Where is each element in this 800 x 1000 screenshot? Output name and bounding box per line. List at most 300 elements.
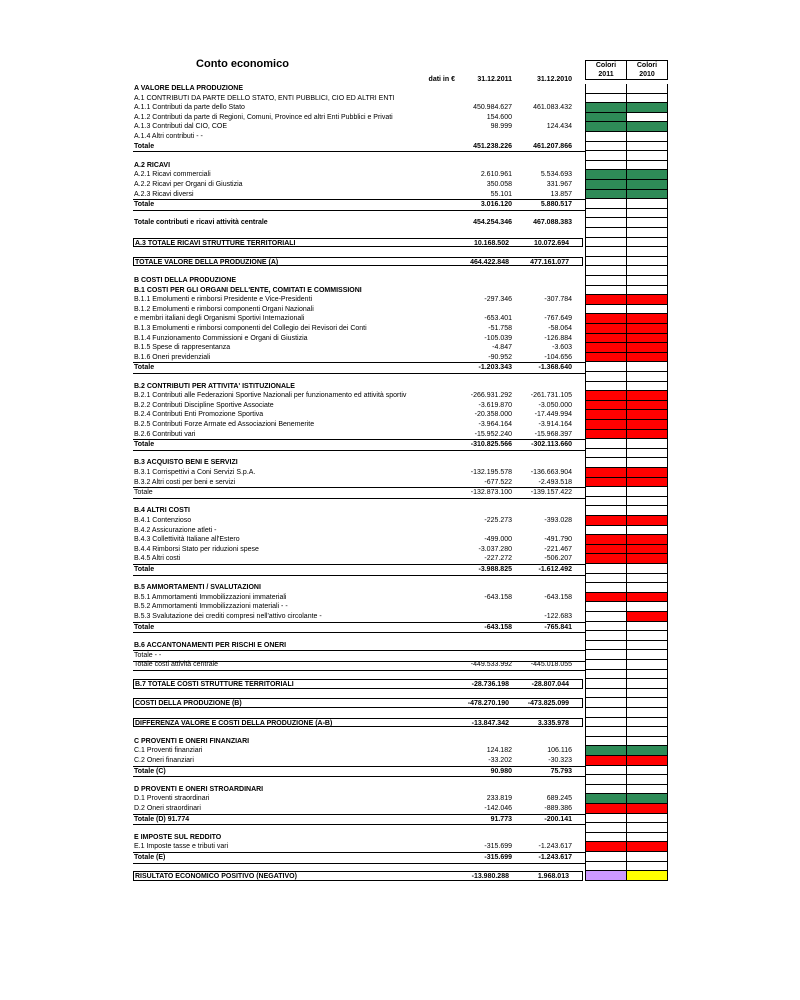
color-cell-2010 <box>626 650 668 660</box>
row-label: C.1 Proventi finanziari <box>134 747 203 755</box>
row-label: B.4 ALTRI COSTI <box>134 507 190 515</box>
value-2010: -393.028 <box>544 517 572 524</box>
value-2011: 124.182 <box>486 747 512 755</box>
colors-2010-header <box>626 60 668 80</box>
value-2010: -17.449.994 <box>534 411 572 419</box>
row-label: D PROVENTI E ONERI STROARDINARI <box>134 785 264 793</box>
row-label: Totale (D) 91.774 <box>134 815 190 823</box>
color-cell-2010 <box>626 545 668 555</box>
table-row <box>133 804 585 814</box>
table-row <box>133 103 585 113</box>
color-cell-2010 <box>626 785 668 795</box>
value-2010: -767.649 <box>544 315 572 323</box>
value-2011: -4.847 <box>492 344 512 352</box>
row-label: B.5.1 Ammortamenti Immobilizzazioni immateriali <box>134 593 287 601</box>
color-cell-2010 <box>626 362 668 372</box>
color-cell-2010 <box>626 209 668 219</box>
color-cell-2011 <box>585 84 627 94</box>
colors-2010-year: 2010 <box>639 71 655 78</box>
value-2011: -3.037.280 <box>478 545 512 553</box>
color-cell-2011 <box>585 209 627 219</box>
color-cell-2011 <box>585 842 627 852</box>
table-row <box>133 679 583 689</box>
row-label: B.4.4 Rimborsi Stato per riduzioni spese <box>134 545 259 553</box>
value-2010: -30.323 <box>548 757 572 764</box>
value-2010: -889.386 <box>544 805 572 812</box>
value-2011: 91.773 <box>490 815 512 823</box>
color-cell-2011 <box>585 871 627 881</box>
value-2010: -3.914.164 <box>538 421 572 428</box>
value-2010: 75.793 <box>550 767 572 775</box>
table-row <box>133 170 585 180</box>
color-cell-2011 <box>585 420 627 430</box>
row-label: B.1.1 Emolumenti e rimborsi Presidente e Vice-Presidenti <box>134 296 313 304</box>
row-label: B.5.3 Svalutazione dei crediti compresi nell'attivo circolante - <box>134 613 322 620</box>
value-2011: -677.522 <box>484 478 512 486</box>
color-cell-2010 <box>626 305 668 315</box>
color-cell-2011 <box>585 526 627 536</box>
color-cell-2010 <box>626 497 668 507</box>
color-cell-2010 <box>626 151 668 161</box>
color-cell-2011 <box>585 286 627 296</box>
color-cell-2011 <box>585 622 627 632</box>
color-cell-2010 <box>626 737 668 747</box>
table-row <box>133 823 585 833</box>
value-2010: -221.467 <box>544 545 572 553</box>
value-2010: 5.534.693 <box>540 171 572 179</box>
value-2010: -1.243.617 <box>538 843 572 851</box>
value-2011: 464.422.848 <box>470 258 509 266</box>
table-row <box>133 833 585 843</box>
row-label: Totale (C) <box>134 767 166 775</box>
table-row <box>133 324 585 334</box>
color-cell-2010 <box>626 391 668 401</box>
color-cell-2011 <box>585 814 627 824</box>
color-cell-2010 <box>626 516 668 526</box>
table-row <box>133 113 585 123</box>
value-2011: -310.825.566 <box>470 441 512 449</box>
color-cell-2010 <box>626 257 668 267</box>
color-cell-2010 <box>626 410 668 420</box>
table-row <box>133 526 585 536</box>
table-row <box>133 689 585 699</box>
table-row <box>133 84 585 94</box>
row-label: A.1.4 Altri contributi - - <box>134 133 203 140</box>
row-label: Totale <box>134 142 155 150</box>
value-2010: 13.857 <box>550 190 572 198</box>
color-cell-2011 <box>585 305 627 315</box>
color-cell-2011 <box>585 391 627 401</box>
row-label: A.2.2 Ricavi per Organi di Giustizia <box>134 181 243 188</box>
row-label: B.1.6 Oneri previdenziali <box>134 353 211 361</box>
row-label: B.2.2 Contributi Discipline Sportive Associate <box>134 401 274 409</box>
color-cell-2011 <box>585 458 627 468</box>
color-cell-2011 <box>585 228 627 238</box>
color-cell-2010 <box>626 430 668 440</box>
color-cell-2010 <box>626 823 668 833</box>
row-label: B.2.5 Contributi Forze Armate ed Associazioni Benemerite <box>134 421 315 428</box>
color-cell-2011 <box>585 631 627 641</box>
value-2011: -90.952 <box>488 353 512 361</box>
color-cell-2010 <box>626 458 668 468</box>
table-row <box>133 554 585 564</box>
value-2010: 477.161.077 <box>530 258 569 266</box>
table-row <box>133 430 585 440</box>
color-cell-2010 <box>626 535 668 545</box>
color-cell-2011 <box>585 564 627 574</box>
table-row <box>133 516 585 526</box>
color-cell-2011 <box>585 670 627 680</box>
value-2010: 461.083.432 <box>533 104 572 112</box>
value-2010: -1.243.617 <box>538 854 572 861</box>
table-row <box>133 334 585 344</box>
color-cell-2010 <box>626 583 668 593</box>
value-2010: -302.113.660 <box>531 441 572 449</box>
color-cell-2010 <box>626 593 668 603</box>
table-row <box>133 737 585 747</box>
color-cell-2010 <box>626 727 668 737</box>
value-2010: 461.207.866 <box>533 142 572 150</box>
color-cell-2010 <box>626 670 668 680</box>
color-cell-2011 <box>585 506 627 516</box>
value-2010: 106.116 <box>547 747 572 755</box>
color-cell-2010 <box>626 382 668 392</box>
color-cell-2011 <box>585 132 627 142</box>
table-row <box>133 305 585 315</box>
table-row <box>133 238 583 248</box>
row-label: B.5.2 Ammortamenti Immobilizzazioni materiali - - <box>134 603 288 611</box>
color-cell-2010 <box>626 574 668 584</box>
color-cell-2010 <box>626 420 668 430</box>
color-cell-2010 <box>626 814 668 824</box>
row-label: RISULTATO ECONOMICO POSITIVO (NEGATIVO) <box>135 873 297 881</box>
color-cell-2010 <box>626 871 668 881</box>
row-label: D.1 Proventi straordinari <box>134 795 210 803</box>
table-row <box>133 698 583 708</box>
table-row <box>133 612 585 622</box>
color-cell-2010 <box>626 766 668 776</box>
row-label: B.5 AMMORTAMENTI / SVALUTAZIONI <box>134 584 261 592</box>
value-2010: -3.050.000 <box>538 401 572 409</box>
color-cell-2010 <box>626 94 668 104</box>
color-cell-2011 <box>585 535 627 545</box>
row-label: E.1 Imposte tasse e tributi vari <box>134 843 229 851</box>
color-cell-2010 <box>626 679 668 689</box>
row-label: Totale <box>134 364 155 372</box>
color-cell-2011 <box>585 650 627 660</box>
value-2011: 90.980 <box>490 767 512 775</box>
row-label: e membri italiani degli Organismi Sportivi Internazionali <box>134 315 305 323</box>
value-2010: -15.968.397 <box>534 430 572 438</box>
value-2011: -449.533.992 <box>470 661 512 668</box>
color-cell-2011 <box>585 439 627 449</box>
color-cell-2010 <box>626 286 668 296</box>
color-cell-2011 <box>585 180 627 190</box>
value-2010: -307.784 <box>544 296 572 304</box>
color-cell-2011 <box>585 823 627 833</box>
row-label: Totale <box>134 566 155 573</box>
color-cell-2011 <box>585 689 627 699</box>
table-row <box>133 468 585 478</box>
row-label: A.1 CONTRIBUTI DA PARTE DELLO STATO, ENTI PUBBLICI, CIO ED ALTRI ENTI <box>134 94 395 102</box>
value-2011: -3.619.870 <box>478 401 512 409</box>
table-row <box>133 775 585 785</box>
table-row <box>133 410 585 420</box>
table-row <box>133 506 585 516</box>
color-cell-2011 <box>585 113 627 123</box>
color-cell-2010 <box>626 794 668 804</box>
color-cell-2010 <box>626 612 668 622</box>
table-row <box>133 794 585 804</box>
color-cell-2010 <box>626 103 668 113</box>
colors-2010-title: Colori <box>636 62 658 69</box>
color-cell-2011 <box>585 487 627 497</box>
color-cell-2011 <box>585 708 627 718</box>
value-2010: -506.207 <box>544 555 572 563</box>
color-cell-2011 <box>585 718 627 728</box>
table-row <box>133 842 585 852</box>
row-label: Totale contributi e ricavi attività centrale <box>134 219 268 227</box>
value-2010: 124.434 <box>546 123 572 131</box>
color-cell-2010 <box>626 689 668 699</box>
color-cell-2011 <box>585 199 627 209</box>
row-label: B.1.4 Funzionamento Commissioni e Organi di Giustizia <box>134 334 308 342</box>
value-2010: 1.968.013 <box>537 873 569 881</box>
value-2010: 10.072.694 <box>533 239 569 247</box>
table-row <box>133 401 585 411</box>
value-2011: -478.270.190 <box>467 700 509 708</box>
row-label: E IMPOSTE SUL REDDITO <box>134 833 222 841</box>
color-cell-2011 <box>585 151 627 161</box>
color-cell-2010 <box>626 708 668 718</box>
table-row <box>133 132 585 142</box>
color-cell-2011 <box>585 746 627 756</box>
color-cell-2010 <box>626 142 668 152</box>
color-cell-2010 <box>626 756 668 766</box>
color-cell-2010 <box>626 334 668 344</box>
color-cell-2011 <box>585 170 627 180</box>
color-cell-2010 <box>626 314 668 324</box>
row-label: A.1.3 Contributi dal CIO, COE <box>134 123 227 131</box>
color-cell-2011 <box>585 574 627 584</box>
color-cell-2010 <box>626 449 668 459</box>
color-cell-2011 <box>585 497 627 507</box>
table-row <box>133 343 585 353</box>
color-cell-2011 <box>585 852 627 862</box>
color-cell-2010 <box>626 113 668 123</box>
color-cell-2011 <box>585 247 627 257</box>
value-2010: -765.841 <box>544 623 572 631</box>
color-cell-2010 <box>626 833 668 843</box>
table-row <box>133 449 585 459</box>
row-label: B.1.3 Emolumenti e rimborsi componenti del Collegio dei Revisori dei Conti <box>134 325 367 332</box>
table-row <box>133 727 585 737</box>
color-cell-2010 <box>626 238 668 248</box>
row-label: C PROVENTI E ONERI FINANZIARI <box>134 737 250 745</box>
color-cell-2010 <box>626 660 668 670</box>
color-cell-2011 <box>585 190 627 200</box>
table-row <box>133 382 585 392</box>
table-row <box>133 871 583 881</box>
color-cell-2010 <box>626 631 668 641</box>
color-cell-2010 <box>626 698 668 708</box>
color-cell-2010 <box>626 218 668 228</box>
row-label: B.4.3 Collettività Italiane all'Estero <box>134 536 240 544</box>
row-label: B.3.2 Altri costi per beni e servizi <box>134 478 236 486</box>
color-cell-2010 <box>626 564 668 574</box>
value-2010: -28.807.044 <box>531 681 569 689</box>
table-row <box>133 151 585 161</box>
table-row <box>133 718 583 728</box>
color-cell-2010 <box>626 170 668 180</box>
row-label: A.1.2 Contributi da parte di Regioni, Comuni, Province ed altri Enti Pubblici e Privati <box>134 113 393 121</box>
color-cell-2010 <box>626 247 668 257</box>
value-2011: -643.158 <box>484 593 512 601</box>
value-2011: 454.254.346 <box>473 219 512 227</box>
value-2011: 450.984.627 <box>473 104 512 112</box>
color-cell-2011 <box>585 468 627 478</box>
table-row <box>133 161 585 171</box>
color-cell-2010 <box>626 353 668 363</box>
value-2010: -491.790 <box>544 536 572 544</box>
row-label: Totale - - <box>134 652 162 660</box>
row-label: B.2 CONTRIBUTI PER ATTIVITA' ISTITUZIONALE <box>134 382 295 390</box>
color-cell-2011 <box>585 362 627 372</box>
row-label: Totale <box>134 201 155 209</box>
unit-label: dati in € <box>428 76 455 84</box>
value-2011: 2.610.961 <box>480 171 512 179</box>
row-label: A.2.1 Ricavi commerciali <box>134 171 211 179</box>
color-cell-2011 <box>585 353 627 363</box>
color-cell-2010 <box>626 506 668 516</box>
table-row <box>133 122 585 132</box>
row-label: Totale <box>134 441 155 449</box>
color-cell-2011 <box>585 142 627 152</box>
value-2010: 689.245 <box>546 795 572 803</box>
color-cell-2011 <box>585 238 627 248</box>
table-row <box>133 257 583 267</box>
color-cell-2010 <box>626 622 668 632</box>
color-cell-2011 <box>585 122 627 132</box>
color-cell-2011 <box>585 727 627 737</box>
color-cell-2010 <box>626 718 668 728</box>
value-2011: -142.046 <box>484 805 512 812</box>
color-cell-2010 <box>626 439 668 449</box>
color-cell-2010 <box>626 228 668 238</box>
color-cell-2010 <box>626 401 668 411</box>
color-cell-2011 <box>585 343 627 353</box>
color-cell-2010 <box>626 122 668 132</box>
value-2011: 10.168.502 <box>473 239 509 247</box>
table-row <box>133 602 585 612</box>
value-2011: -643.158 <box>484 623 512 631</box>
table-row <box>133 276 585 286</box>
color-cell-2011 <box>585 641 627 651</box>
table-row <box>133 497 585 507</box>
color-cell-2010 <box>626 852 668 862</box>
table-row <box>133 94 585 104</box>
color-cell-2011 <box>585 785 627 795</box>
row-label: Totale <box>134 489 153 497</box>
row-label: B.2.4 Contributi Enti Promozione Sportiva <box>134 411 264 419</box>
color-cell-2011 <box>585 698 627 708</box>
row-label: B.6 ACCANTONAMENTI PER RISCHI E ONERI <box>134 641 287 649</box>
table-row <box>133 209 585 219</box>
value-2010: -261.731.105 <box>530 392 572 400</box>
color-cell-2011 <box>585 794 627 804</box>
value-2011: -132.873.100 <box>470 489 512 497</box>
value-2010: -1.368.640 <box>538 364 572 372</box>
color-cell-2011 <box>585 372 627 382</box>
value-2011: -28.736.198 <box>471 681 509 689</box>
value-2011: 3.016.120 <box>480 201 512 209</box>
color-cell-2011 <box>585 103 627 113</box>
color-cell-2011 <box>585 737 627 747</box>
value-2010: -126.884 <box>544 334 572 342</box>
row-label: B.1.5 Spese di rappresentanza <box>134 344 231 352</box>
table-row <box>133 746 585 756</box>
color-cell-2010 <box>626 161 668 171</box>
value-2011: -266.931.292 <box>470 392 512 400</box>
color-cell-2010 <box>626 746 668 756</box>
value-2011: -499.000 <box>484 536 512 544</box>
row-label: COSTI DELLA PRODUZIONE (B) <box>135 700 242 708</box>
col-2010-header: 31.12.2010 <box>536 76 572 84</box>
table-row <box>133 641 585 651</box>
color-cell-2011 <box>585 554 627 564</box>
value-2010: -473.825.099 <box>527 700 569 708</box>
color-cell-2011 <box>585 94 627 104</box>
color-cell-2011 <box>585 410 627 420</box>
color-cell-2011 <box>585 593 627 603</box>
value-2011: -15.952.240 <box>474 430 512 438</box>
value-2011: -132.195.578 <box>470 469 512 476</box>
value-2010: -445.018.055 <box>530 661 572 668</box>
color-cell-2011 <box>585 612 627 622</box>
col-2011-header: 31.12.2011 <box>477 76 512 84</box>
value-2011: 98.999 <box>490 123 512 131</box>
value-2011: -297.346 <box>484 296 512 304</box>
row-label: B.1.2 Emolumenti e rimborsi componenti Organi Nazionali <box>134 305 314 313</box>
color-cell-2010 <box>626 132 668 142</box>
color-cell-2010 <box>626 276 668 286</box>
color-cell-2010 <box>626 842 668 852</box>
table-row <box>133 314 585 324</box>
value-2010: -1.612.492 <box>538 566 572 573</box>
value-2011: 350.058 <box>486 181 512 188</box>
table-row <box>133 286 585 296</box>
colors-2011-title: Colori <box>595 62 617 69</box>
value-2011: -13.847.342 <box>471 719 509 727</box>
color-cell-2010 <box>626 478 668 488</box>
color-cell-2011 <box>585 295 627 305</box>
color-cell-2011 <box>585 266 627 276</box>
table-row <box>133 180 585 190</box>
value-2010: 5.880.517 <box>540 201 572 209</box>
color-cell-2011 <box>585 257 627 267</box>
row-label: A.1.1 Contributi da parte dello Stato <box>134 104 245 112</box>
table-row <box>133 756 585 766</box>
value-2010: -122.683 <box>544 613 572 620</box>
value-2011: -3.964.164 <box>478 421 512 428</box>
value-2010: 3.335.978 <box>537 719 569 727</box>
color-cell-2010 <box>626 84 668 94</box>
table-row <box>133 266 585 276</box>
color-cell-2011 <box>585 545 627 555</box>
row-label: Totale (E) <box>134 854 166 861</box>
table-row <box>133 545 585 555</box>
color-cell-2010 <box>626 190 668 200</box>
